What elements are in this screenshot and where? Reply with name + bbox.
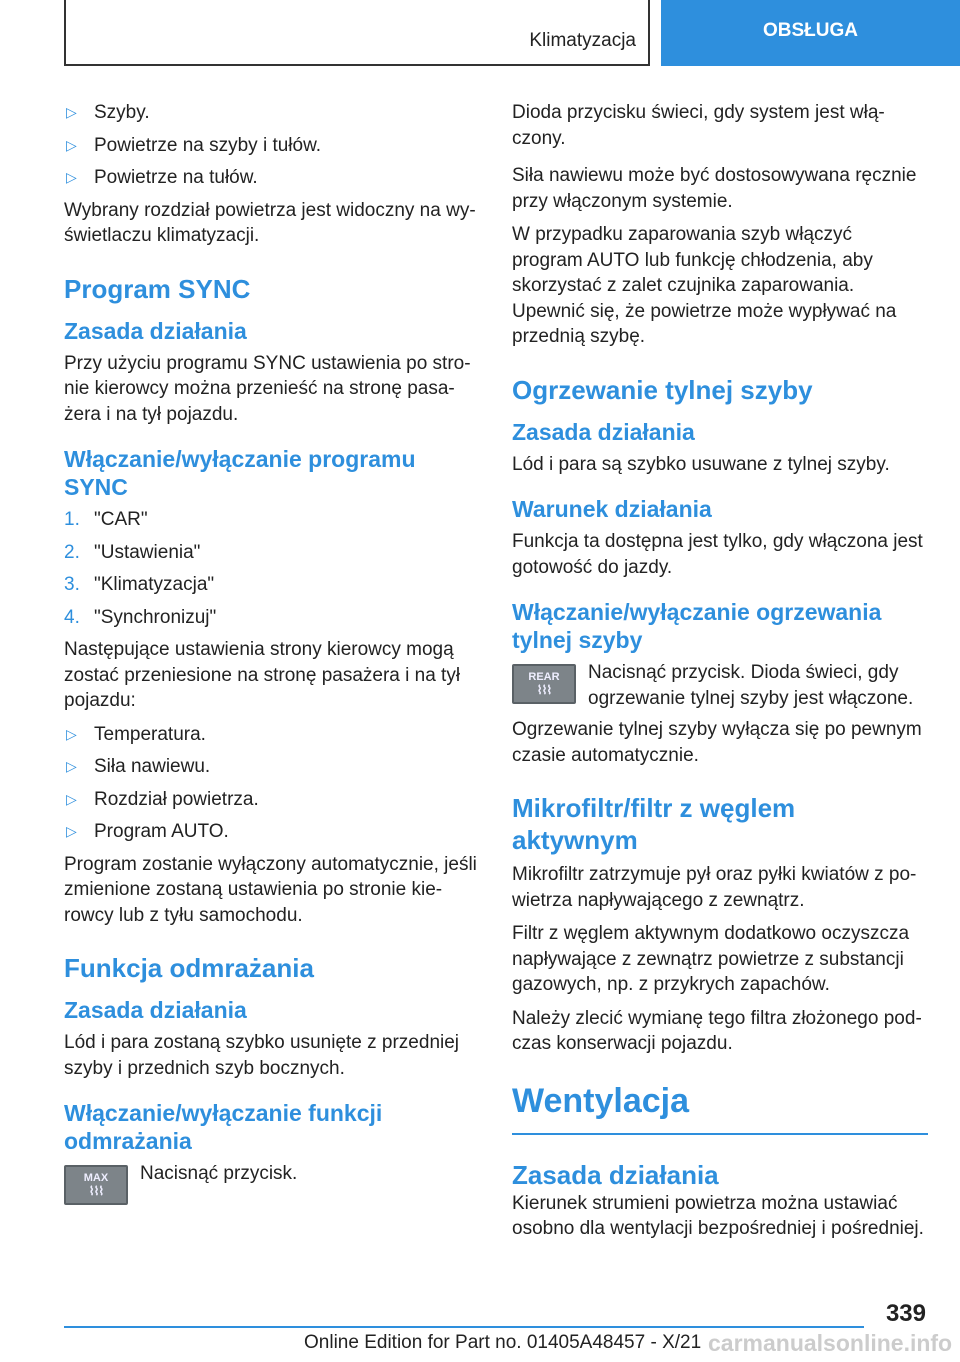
list-item: 4. "Synchronizuj" (64, 606, 217, 628)
left-column (64, 100, 484, 1211)
heading-rule (512, 1121, 928, 1135)
paragraph: Nacisnąć przycisk. (140, 1163, 298, 1184)
list-item: ▷ Rozdział powietrza. (64, 787, 484, 813)
paragraph: Siła nawiewu może być dostosowywana ręcznie przy włączonym systemie. (512, 165, 917, 212)
page-number: 339 (885, 1300, 926, 1327)
paragraph: Następujące ustawienia strony kierowcy mogą zostać przeniesione na stronę pasażera i na tył pojazdu: (64, 639, 461, 711)
bullet-triangle-icon: ▷ (66, 758, 77, 774)
paragraph: Mikrofiltr zatrzymuje pył oraz pyłki kwiatów z powietrza napływającego z zewnątrz. (512, 864, 917, 911)
bullet-triangle-icon: ▷ (66, 169, 77, 185)
heat-waves-icon: ⌇⌇⌇ (536, 683, 552, 697)
list-item: ▷ Program AUTO. (64, 819, 484, 845)
footer-rule (64, 1326, 864, 1328)
list-item: 1. "CAR" (64, 509, 148, 530)
subheading-zasada: Zasada działania (512, 1159, 719, 1190)
heading-mikrofiltr: Mikrofiltr/filtr z węglem aktywnym (512, 793, 796, 855)
bullet-triangle-icon: ▷ (66, 790, 77, 807)
heading-wentylacja: Wentylacja (512, 1081, 690, 1120)
paragraph: W przypadku zaparowania szyb włączyć program AUTO lub funkcję chłodzenia, aby skorzystać z zalet czujnika zaparowania. Upewnić się, że powietrze może wypływać na przednią szybę. (512, 224, 897, 347)
instruction-row (512, 660, 928, 711)
paragraph: Lód i para zostaną szybko usunięte z przedniej szyby i przednich szyb bocznych. (64, 1032, 460, 1079)
subheading-wlaczanie-ogrzewania: Włączanie/wyłączanie ogrzewania tylnej szyby (512, 599, 882, 653)
paragraph: Filtr z węglem aktywnym dodatkowo oczyszcza napływające z zewnątrz powietrze z substancji gazowych, np. z przykrych zapachów. (512, 923, 910, 995)
list-item: ▷ Temperatura. (64, 722, 484, 748)
list-item: ▷ Szyby. (64, 100, 484, 126)
paragraph: Dioda przycisku świeci, gdy system jest włączony. (512, 102, 885, 149)
instruction-row (64, 1161, 484, 1205)
list-item: 2. "Ustawienia" (64, 541, 201, 563)
paragraph: Funkcja ta dostępna jest tylko, gdy włączona jest gotowość do jazdy. (512, 531, 923, 578)
list-item: ▷ Powietrze na szyby i tułów. (64, 133, 484, 159)
header-section-title: Klimatyzacja (529, 30, 636, 51)
paragraph: Kierunek strumieni powietrza można ustawiać osobno dla wentylacji bezpośredniej i pośredniej. (512, 1192, 924, 1239)
subheading-zasada: Zasada działania (64, 317, 247, 344)
bullet-triangle-icon: ▷ (66, 104, 77, 120)
subheading-zasada: Zasada działania (512, 418, 695, 445)
bullet-triangle-icon: ▷ (66, 823, 77, 839)
chapter-tab[interactable] (661, 0, 960, 66)
paragraph: Ogrzewanie tylnej szyby wyłącza się po pewnym czasie automatycznie. (512, 719, 922, 766)
paragraph: Lód i para są szybko usuwane z tylnej szyby. (512, 453, 890, 475)
heading-program-sync: Program SYNC (64, 273, 251, 304)
list-item: ▷ Siła nawiewu. (64, 754, 484, 780)
paragraph: Program zostanie wyłączony automatycznie, jeśli zmienione zostaną ustawienia po stronie kierowcy lub z tyłu samochodu. (64, 853, 477, 926)
paragraph: Przy użyciu programu SYNC ustawienia po stronie kierowcy można przenieść na stronę pasażera i na tył pojazdu. (64, 352, 471, 425)
bullet-triangle-icon: ▷ (66, 136, 77, 153)
paragraph: Należy zlecić wymianę tego filtra złożonego podczas konserwacji pojazdu. (512, 1007, 922, 1054)
header-section-box (64, 0, 650, 66)
subheading-wlaczanie-odmrazania: Włączanie/wyłączanie funkcji odmrażania (64, 1100, 383, 1154)
chapter-tab-label: OBSŁUGA (763, 20, 858, 41)
rear-defrost-button-icon: REAR ⌇⌇⌇ (512, 664, 576, 704)
subheading-zasada: Zasada działania (64, 997, 247, 1023)
list-item: 3. "Klimatyzacja" (64, 574, 215, 595)
paragraph: Wybrany rozdział powietrza jest widoczny na wyświetlaczu klimatyzacji. (64, 199, 476, 246)
max-defrost-button-icon: MAX ⌇⌇⌇ (64, 1165, 128, 1205)
heat-waves-icon: ⌇⌇⌇ (88, 1184, 104, 1198)
heading-ogrzewanie-tylnej-szyby: Ogrzewanie tylnej szyby (512, 374, 813, 405)
subheading-wlaczanie-sync: Włączanie/wyłączanie programu SYNC (64, 446, 416, 500)
heading-funkcja-odmrazania: Funkcja odmrażania (64, 953, 314, 983)
right-column (512, 100, 928, 1250)
subheading-warunek: Warunek działania (512, 496, 712, 522)
list-item: ▷ Powietrze na tułów. (64, 165, 484, 191)
watermark: carmanualsonline.info (708, 1330, 953, 1356)
footer-edition: Online Edition for Part no. 01405A48457 - X/21 (304, 1332, 702, 1353)
bullet-triangle-icon: ▷ (66, 725, 77, 742)
paragraph: Nacisnąć przycisk. Dioda świeci, gdy ogrzewanie tylnej szyby jest włączone. (588, 662, 914, 709)
